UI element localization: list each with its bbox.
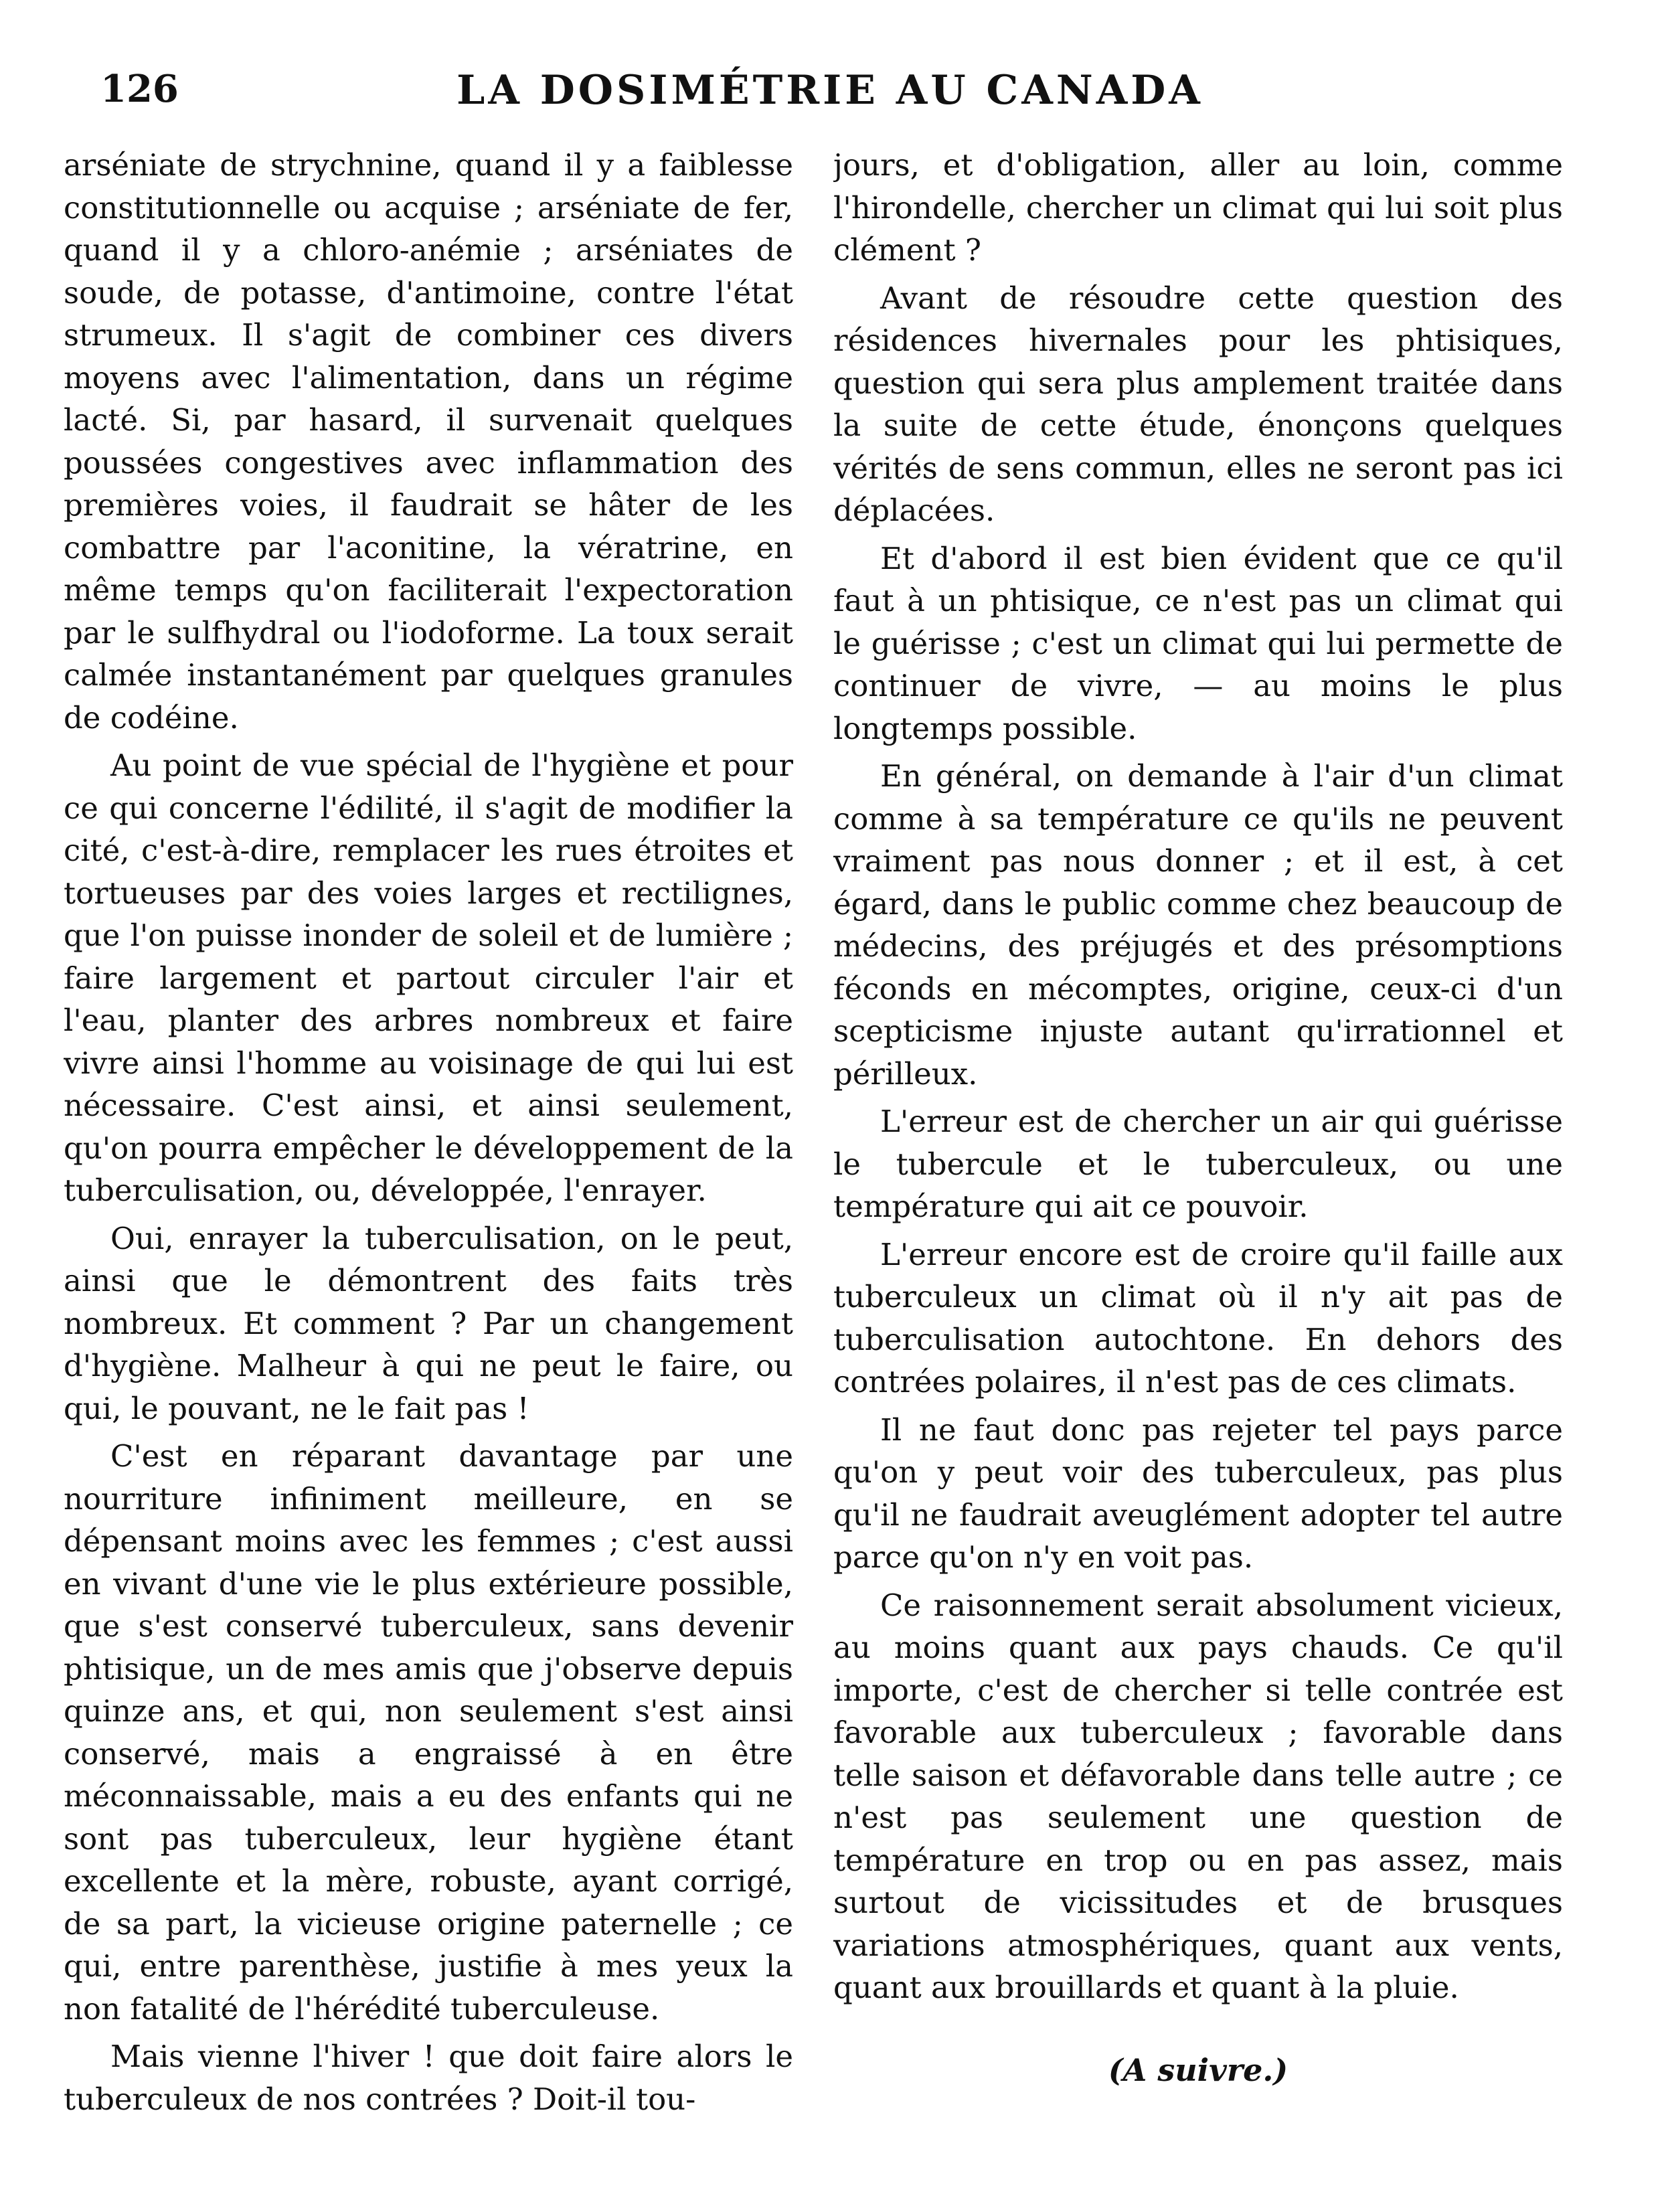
right-paragraph-1: jours, et d'obligation, aller au loin, comme l'hirondelle, chercher un climat qui lui soit plus clément ? — [833, 147, 1563, 268]
left-paragraph-5: Mais vienne l'hiver ! que doit faire alors le tuberculeux de nos contrées ? Doit-il tou- — [64, 2039, 793, 2117]
right-paragraph-8: Ce raisonnement serait absolument vicieux, au moins quant aux pays chauds. Ce qu'il importe, c'est de chercher si telle contrée est favorable aux tuberculeux ; favorable dans telle saison et défavorable dans telle autre ; ce n'est pas seulement une question de température en trop ou en pas assez, mais surtout de vicissitudes et de brusques variations atmosphériques, quant aux vents, quant aux brouillards et quant à la pluie. — [833, 1587, 1563, 2005]
right-paragraph-2: Avant de résoudre cette question des résidences hivernales pour les phtisiques, question qui sera plus amplement traitée dans la suite de cette étude, énonçons quelques vérités de sens commun, elles ne seront pas ici déplacées. — [833, 280, 1563, 528]
right-paragraph-7: Il ne faut donc pas rejeter tel pays parce qu'on y peut voir des tuberculeux, pas plus qu'il ne faudrait aveuglément adopter tel autre parce qu'on n'y en voit pas. — [833, 1412, 1563, 1575]
left-paragraph-4: C'est en réparant davantage par une nourriture infiniment meilleure, en se dépensant moins avec les femmes ; c'est aussi en vivant d'une vie le plus extérieure possible, que s'est conservé tuberculeux, sans devenir phtisique, un de mes amis que j'observe depuis quinze ans, et qui, non seulement s'est ainsi conservé, mais a engraissé à en être méconnaissable, mais a eu des enfants qui ne sont pas tuberculeux, leur hygiène étant excellente et la mère, robuste, ayant corrigé, de sa part, la vicieuse origine paternelle ; ce qui, entre parenthèse, justifie à mes yeux la non fatalité de l'hérédité tuberculeuse. — [64, 1438, 793, 2027]
page-header — [60, 67, 1600, 141]
to-be-continued: (A suivre.) — [1108, 2051, 1288, 2088]
right-paragraph-5: L'erreur est de chercher un air qui guérisse le tubercule et le tuberculeux, ou une température qui ait ce pouvoir. — [833, 1104, 1563, 1224]
right-paragraph-4: En général, on demande à l'air d'un climat comme à sa température ce qu'ils ne peuvent vraiment pas nous donner ; et il est, à cet égard, dans le public comme chez beaucoup de médecins, des préjugés et des présomptions féconds en mécomptes, origine, ceux-ci d'un scepticisme injuste autant qu'irrationnel et périlleux. — [833, 758, 1563, 1092]
left-column — [64, 144, 793, 2158]
left-paragraph-3: Oui, enrayer la tuberculisation, on le peut, ainsi que le démontrent des faits très nombreux. Et comment ? Par un changement d'hygiène. Malheur à qui ne peut le faire, ou qui, le pouvant, ne le fait pas ! — [64, 1220, 793, 1426]
right-column — [833, 144, 1563, 2158]
running-title: LA DOSIMÉTRIE AU CANADA — [456, 67, 1203, 114]
right-paragraph-3: Et d'abord il est bien évident que ce qu'il faut à un phtisique, ce n'est pas un climat qui le guérisse ; c'est un climat qui lui permette de continuer de vivre, — au moins le plus longtemps possible. — [833, 540, 1563, 746]
left-paragraph-1: arséniate de strychnine, quand il y a faiblesse constitutionnelle ou acquise ; arséniate de fer, quand il y a chloro-anémie ; arséniates de soude, de potasse, d'antimoine, contre l'état strumeux. Il s'agit de combiner ces divers moyens avec l'alimentation, dans un régime lacté. Si, par hasard, il survenait quelques poussées congestives avec inflammation des premières voies, il faudrait se hâter de les combattre par l'aconitine, la vératrine, en même temps qu'on faciliterait l'expectoration par le sulfhydral ou l'iodoforme. La toux serait calmée instantanément par quelques granules de codéine. — [64, 147, 793, 736]
right-paragraph-6: L'erreur encore est de croire qu'il faille aux tuberculeux un climat où il n'y ait pas de tuberculisation autochtone. En dehors des contrées polaires, il n'est pas de ces climats. — [833, 1236, 1563, 1399]
left-paragraph-2: Au point de vue spécial de l'hygiène et pour ce qui concerne l'édilité, il s'agit de modifier la cité, c'est-à-dire, remplacer les rues étroites et tortueuses par des voies larges et rectilignes, que l'on puisse inonder de soleil et de lumière ; faire largement et partout circuler l'air et l'eau, planter des arbres nombreux et faire vivre ainsi l'homme au voisinage de qui lui est nécessaire. C'est ainsi, et ainsi seulement, qu'on pourra empêcher le développement de la tuberculisation, ou, développée, l'enrayer. — [64, 748, 793, 1208]
page-number: 126 — [100, 67, 179, 111]
